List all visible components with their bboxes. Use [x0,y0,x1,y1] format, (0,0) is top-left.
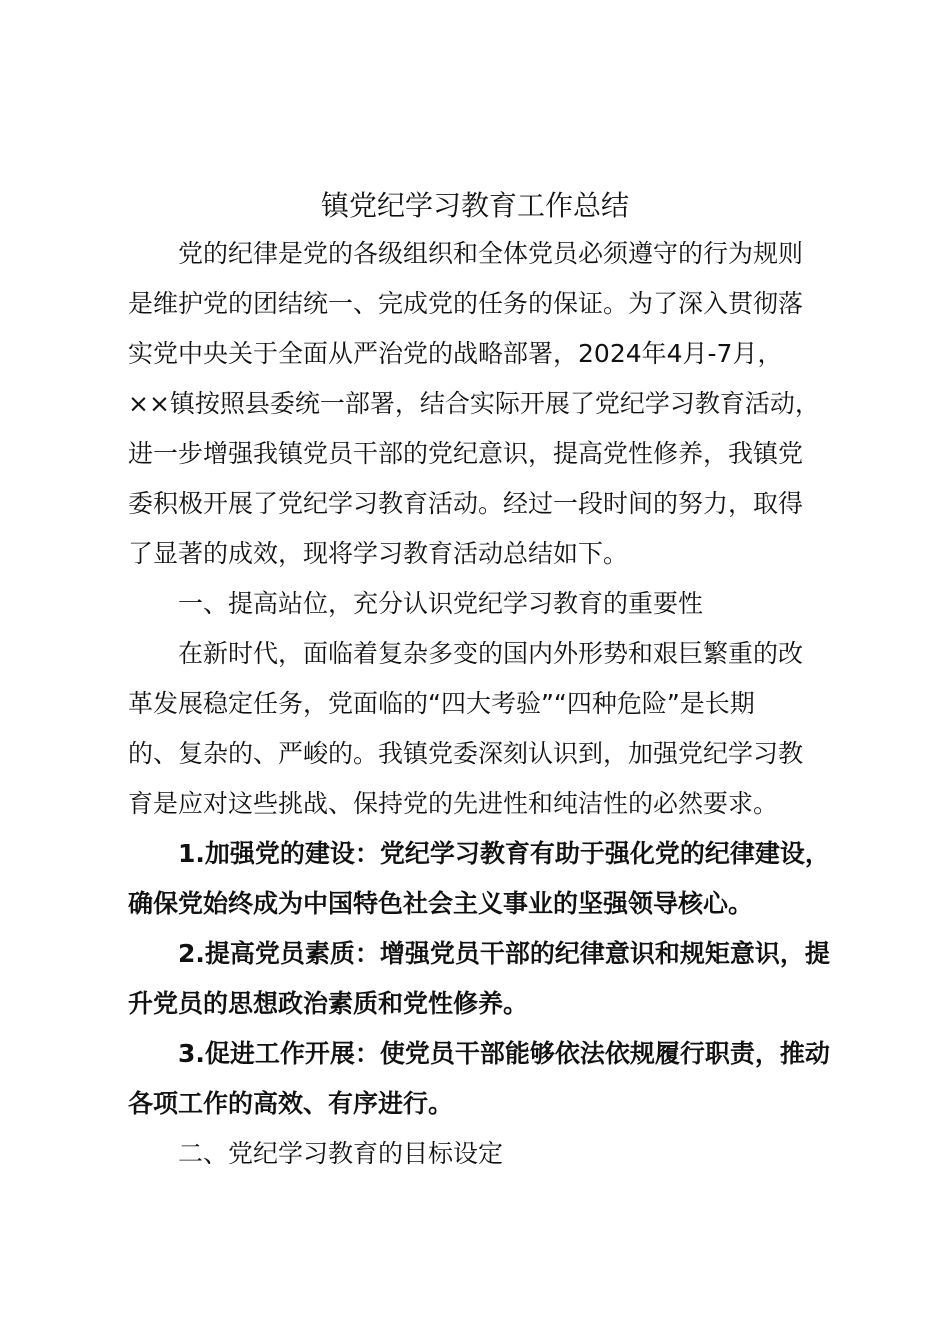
paragraph-line: 的、复杂的、严峻的。我镇党委深刻认识到，加强党纪学习教 [128,739,804,768]
bold-point-line: 1.加强党的建设：党纪学习教育有助于强化党的纪律建设， [178,839,830,868]
bold-point-line: 各项工作的高效、有序进行。 [128,1089,454,1118]
paragraph-line: 党的纪律是党的各级组织和全体党员必须遵守的行为规则 [178,239,804,268]
paragraph-line: 是维护党的团结统一、完成党的任务的保证。为了深入贯彻落 [128,289,804,318]
document-title: 镇党纪学习教育工作总结 [320,189,629,222]
section-heading: 二、党纪学习教育的目标设定 [178,1139,504,1168]
paragraph-line: 委积极开展了党纪学习教育活动。经过一段时间的努力，取得 [128,489,804,518]
bold-point-line: 3.促进工作开展：使党员干部能够依法依规履行职责，推动 [178,1039,830,1068]
paragraph-line: 了显著的成效，现将学习教育活动总结如下。 [128,539,629,568]
bold-point-line: 升党员的思想政治素质和党性修养。 [128,989,529,1018]
section-heading: 一、提高站位，充分认识党纪学习教育的重要性 [178,589,704,618]
bold-point-line: 确保党始终成为中国特色社会主义事业的坚强领导核心。 [128,889,754,918]
paragraph-line: 育是应对这些挑战、保持党的先进性和纯洁性的必然要求。 [128,789,779,818]
paragraph-line: 进一步增强我镇党员干部的党纪意识，提高党性修养，我镇党 [128,439,804,468]
paragraph-line: ××镇按照县委统一部署，结合实际开展了党纪学习教育活动， [128,389,820,418]
paragraph-line: 革发展稳定任务，党面临的“四大考验”“四种危险”是长期 [128,689,755,718]
bold-point-line: 2.提高党员素质：增强党员干部的纪律意识和规矩意识，提 [178,939,830,968]
paragraph-line: 实党中央关于全面从严治党的战略部署，2024年4月-7月， [128,339,783,368]
paragraph-line: 在新时代，面临着复杂多变的国内外形势和艰巨繁重的改 [178,639,804,668]
